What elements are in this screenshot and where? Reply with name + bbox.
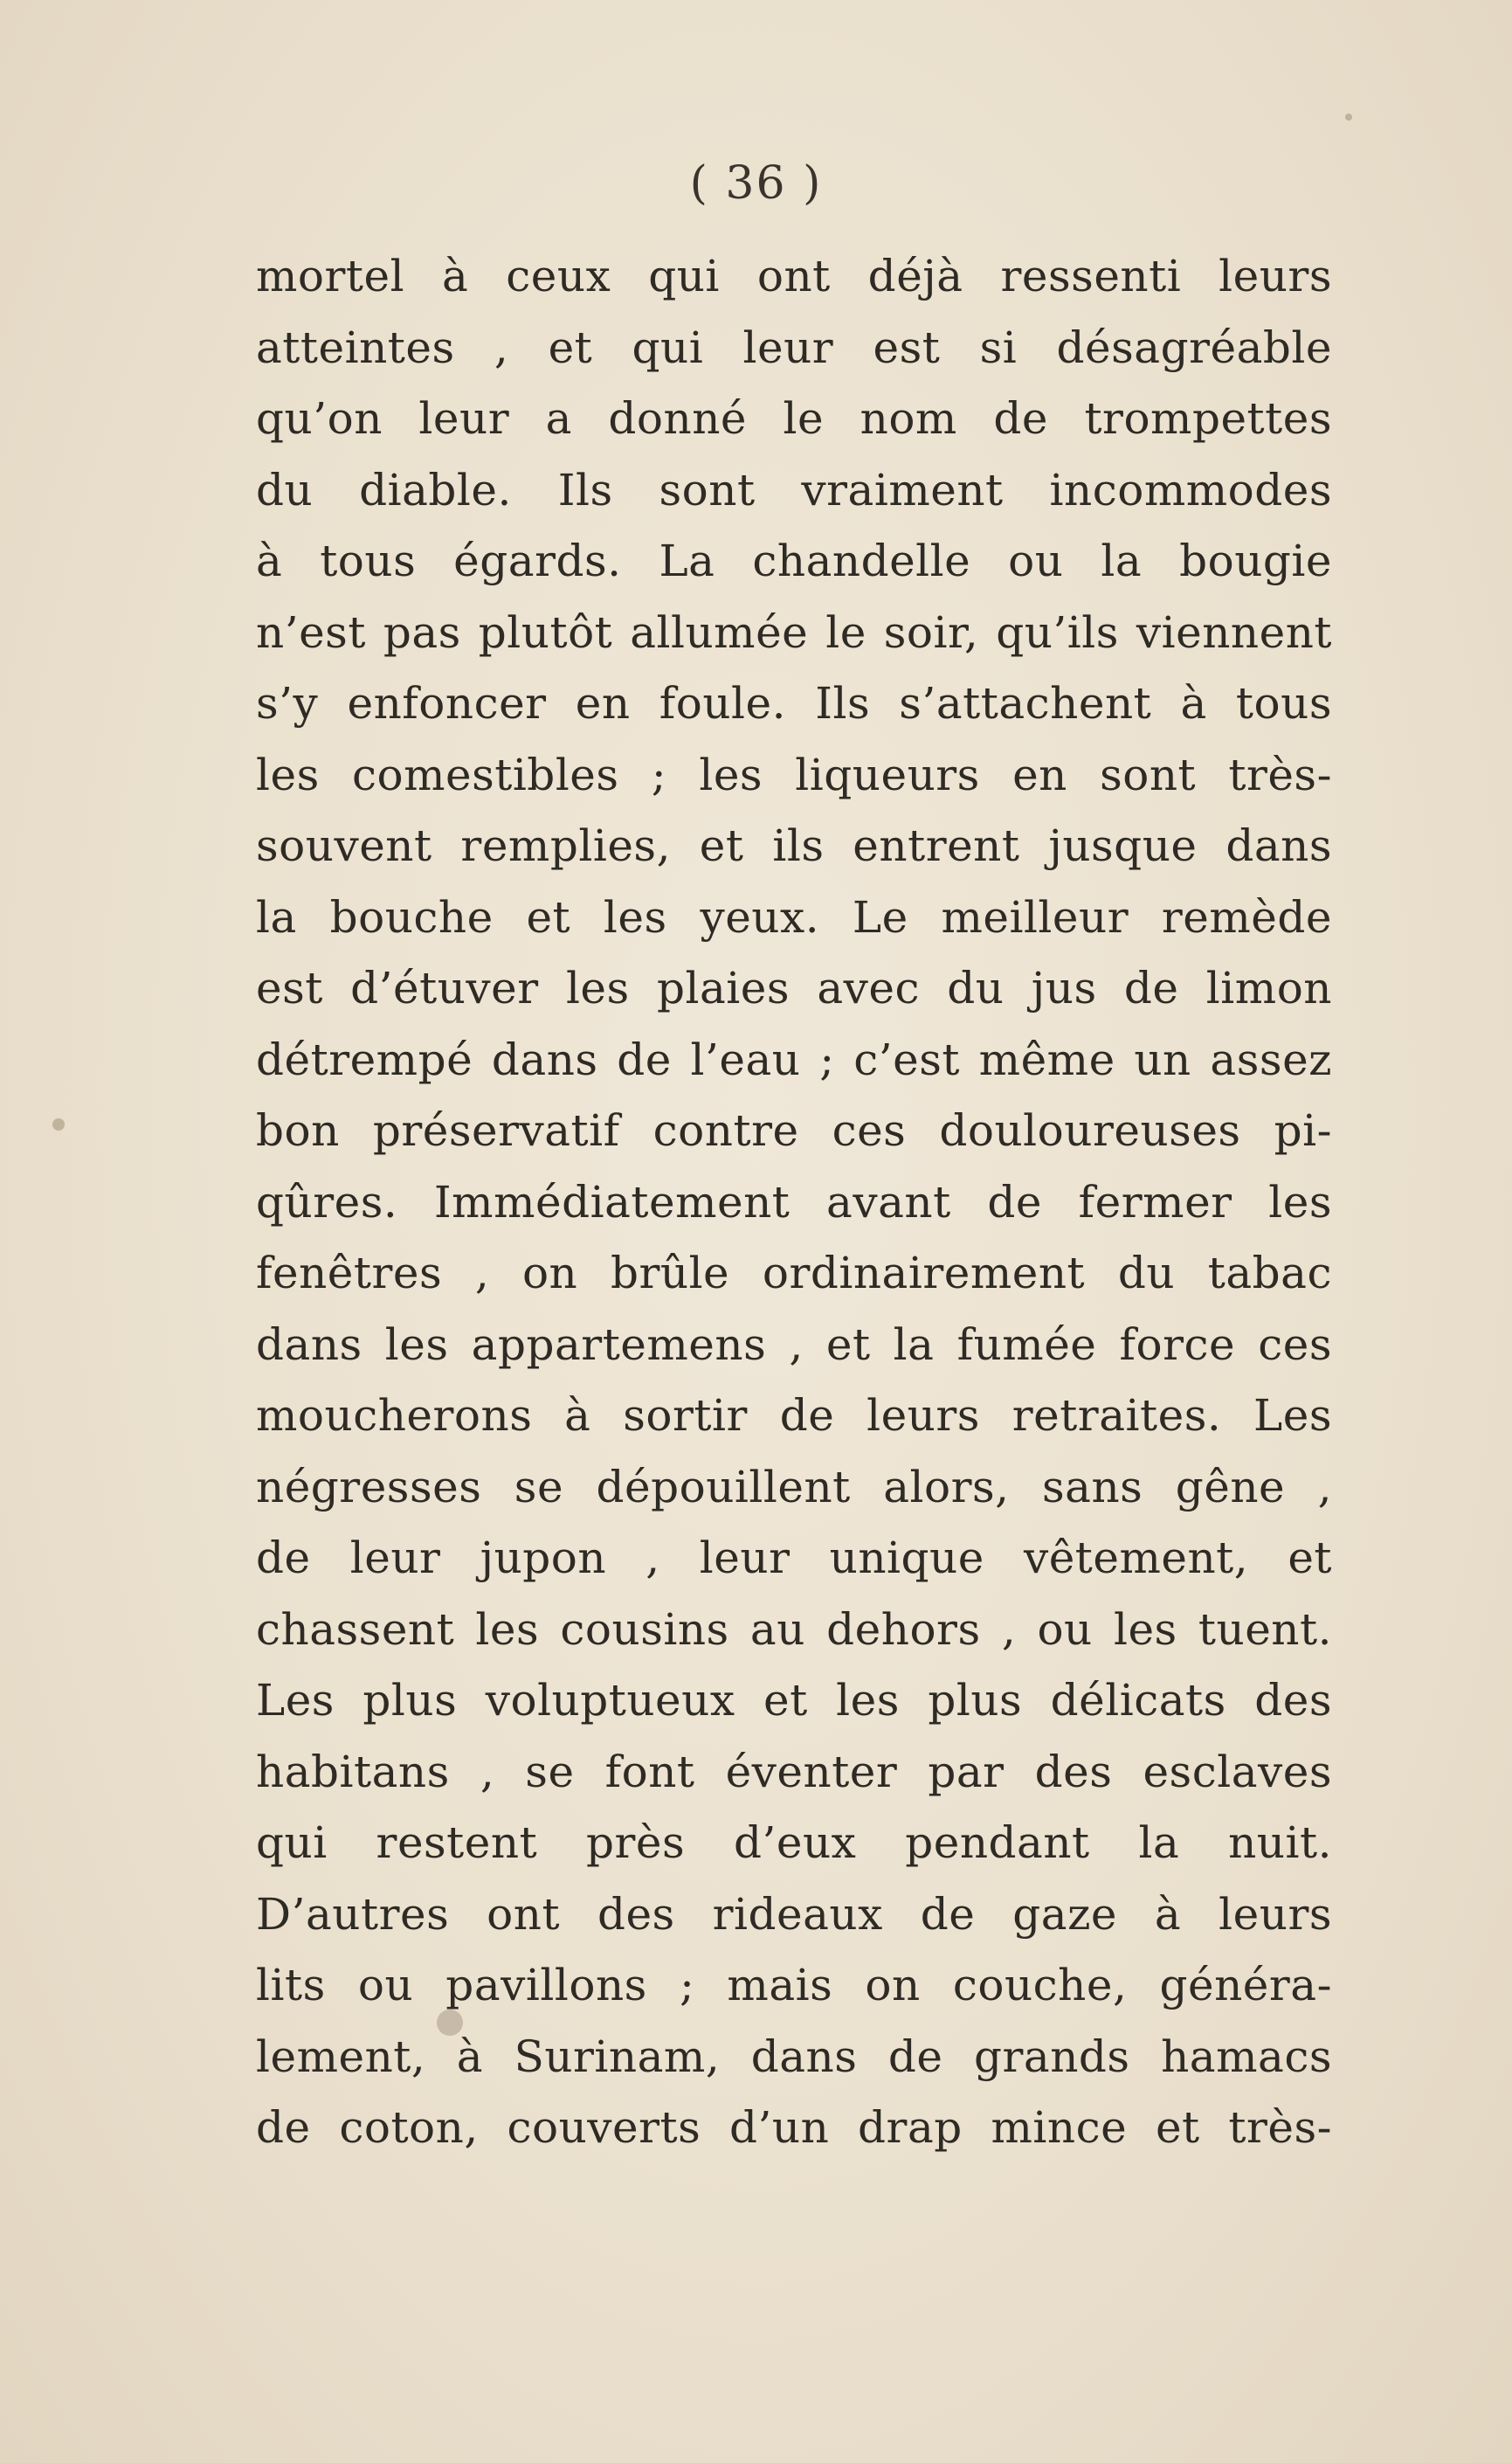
text-line: à tous égards. La chandelle ou la bougie <box>256 536 1332 586</box>
text-line: dans les appartemens , et la fumée force ces <box>256 1318 1332 1370</box>
text-line: est d’étuver les plaies avec du jus de limon <box>256 963 1332 1014</box>
text-line: qui restent près d’eux pendant la nuit. <box>256 1817 1332 1868</box>
paper-stain <box>1345 114 1352 121</box>
text-line: fenêtres , on brûle ordinairement du tabac <box>256 1248 1332 1298</box>
text-line: chassent les cousins au dehors , ou les tuent. <box>256 1603 1332 1655</box>
text-line: du diable. Ils sont vraiment incommodes <box>256 464 1332 515</box>
page-number: ( 36 ) <box>689 157 823 210</box>
body-text <box>256 241 1332 2164</box>
text-line: moucherons à sortir de leurs retraites. Les <box>256 1390 1332 1441</box>
text-line: lits ou pavillons ; mais on couche, généra- <box>256 1960 1332 2010</box>
text-line: lement, à Surinam, dans de grands hamacs <box>256 2031 1332 2082</box>
text-line: bon préservatif contre ces douloureuses pi- <box>256 1105 1332 1156</box>
text-line: la bouche et les yeux. Le meilleur remède <box>256 891 1332 943</box>
text-line: qu’on leur a donné le nom de trompettes <box>256 393 1332 444</box>
text-line: s’y enfoncer en foule. Ils s’attachent à tous <box>256 678 1332 729</box>
text-line: les comestibles ; les liqueurs en sont très- <box>256 749 1332 800</box>
text-line: qûres. Immédiatement avant de fermer les <box>256 1176 1332 1228</box>
text-line: n’est pas plutôt allumée le soir, qu’ils viennent <box>256 606 1332 658</box>
text-line: Les plus voluptueux et les plus délicats des <box>256 1675 1332 1726</box>
paper-stain <box>52 1118 65 1131</box>
text-line: habitans , se font éventer par des esclaves <box>256 1746 1332 1797</box>
text-line: de coton, couverts d’un drap mince et très- <box>256 2102 1332 2153</box>
text-line: mortel à ceux qui ont déjà ressenti leurs <box>256 251 1332 301</box>
text-line: négresses se dépouillent alors, sans gêne , <box>256 1461 1332 1512</box>
text-line: atteintes , et qui leur est si désagréable <box>256 322 1332 373</box>
text-line: de leur jupon , leur unique vêtement, et <box>256 1532 1332 1583</box>
text-line: souvent remplies, et ils entrent jusque dans <box>256 820 1332 871</box>
text-line: D’autres ont des rideaux de gaze à leurs <box>256 1888 1332 1940</box>
text-line: détrempé dans de l’eau ; c’est même un assez <box>256 1034 1332 1085</box>
